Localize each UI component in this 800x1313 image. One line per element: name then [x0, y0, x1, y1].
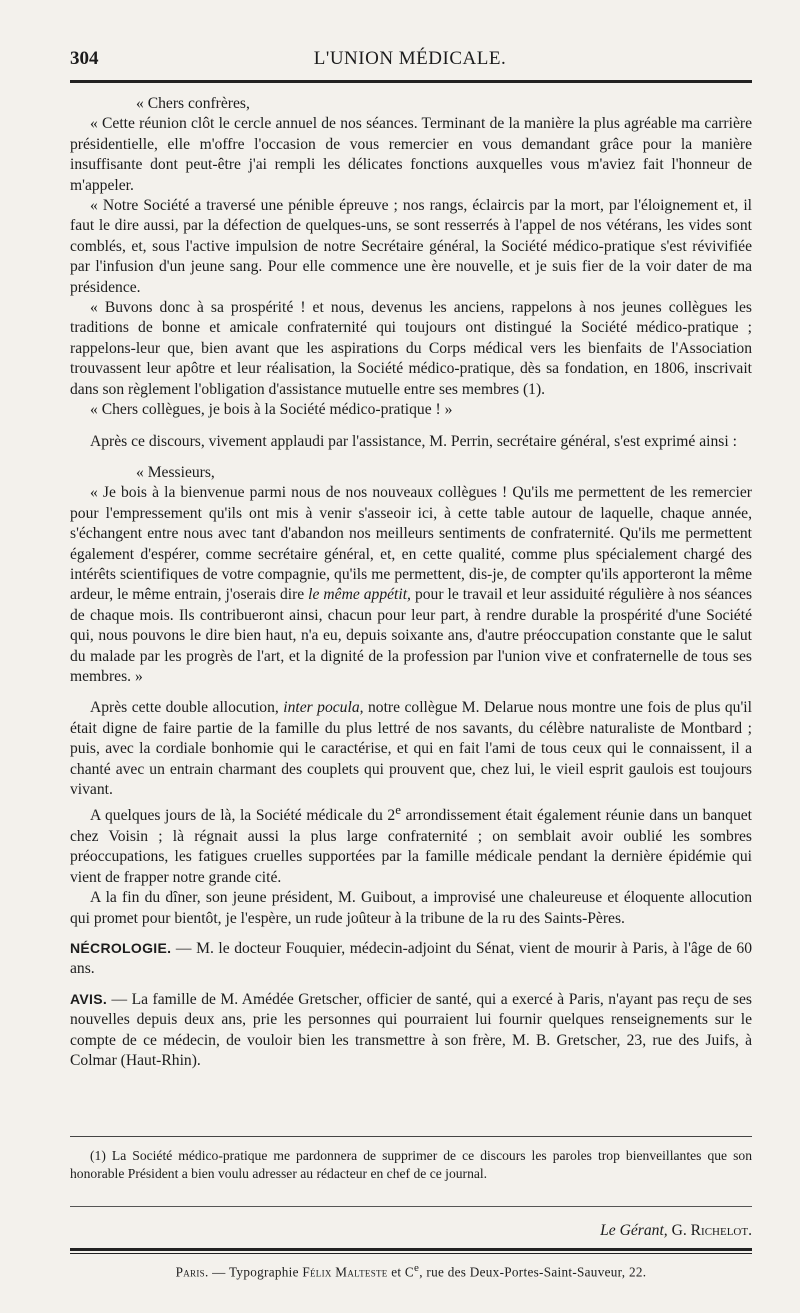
paragraph: « Chers collègues, je bois à la Société médico-pratique ! » — [90, 401, 453, 419]
italic-phrase: le même appétit, — [308, 586, 411, 604]
text-span: arrondissement était également réunie dans un banquet chez Voisin ; là régnait aussi la plus large confraternité ; on semblait avoir oublié les sombres préoccupations, les fatigues cruelles supportées par la famille médicale pendant la dernière épidémie qui vient de frapper notre grande cité. — [70, 807, 753, 886]
necrologie-text: — M. le docteur Fouquier, médecin-adjoint du Sénat, vient de mourir à Paris, à l'âge de 60 ans. — [70, 940, 752, 978]
footer-rule-thick — [70, 1248, 752, 1251]
salutation-messieurs: « Messieurs, — [136, 463, 215, 481]
running-title: L'UNION MÉDICALE. — [313, 48, 507, 69]
paragraph — [70, 483, 752, 687]
imprint-text: , rue des Deux-Portes-Saint-Sauveur, 22. — [419, 1264, 647, 1280]
text-span: pour le travail et leur assiduité régulière à nos séances de chaque mois. Ils contribueront ainsi, chacun pour leur part, à rendre durable la prospérité d'une Société qui, nous pouvons le dire bien haut, n'a eu, depuis soixante ans, d'autre préoccupation constante que le salut du malade par les progrès de l'art, et la dignité de la profession par l'union vive et confraternelle de tous ses membres. » — [70, 586, 753, 685]
text-span: Après cette double allocution, — [90, 699, 279, 717]
page-number: 304 — [70, 48, 99, 69]
signature-rule — [70, 1206, 752, 1207]
page-header — [70, 46, 750, 76]
imprint-text: — Typographie — [212, 1264, 299, 1280]
text-span: « Je bois à la bienvenue parmi nous de nos nouveaux collègues ! Qu'ils me permettent de les remercier pour l'empressement qu'ils ont mis à venir s'asseoir ici, à cette table autour de laquelle, chaque année, s'échangent entre nous avec tant d'abandon nos meilleurs sentiments de confraternité. Qu'ils me permettent également d'espérer, comme secrétaire général, et, en cette qualité, comme plus spécialement chargé des intérêts scientifiques de votre compagnie, qu'ils me permettent, dis-je, de compter qu'ils apporteront la même ardeur, le même entrain, j'oserais dire — [70, 484, 752, 604]
superscript: e — [395, 802, 402, 818]
signature — [600, 1222, 752, 1240]
header-rule — [70, 80, 752, 83]
spacer — [70, 687, 752, 698]
italic-phrase: inter pocula, — [283, 699, 364, 717]
spacer — [70, 980, 752, 989]
spacer — [70, 929, 752, 938]
avis-text: — La famille de M. Amédée Gretscher, officier de santé, qui a exercé à Paris, n'ayant pas reçu de ses nouvelles depuis deux ans, prie les personnes qui pourraient lui fournir quelques renseignements sur le compte de ce médecin, de vouloir bien les transmettre à son frère, M. B. Gretscher, 23, rue des Juifs, à Colmar (Haut-Rhin). — [70, 990, 752, 1070]
avis-notice — [70, 989, 752, 1072]
paragraph: « Buvons donc à sa prospérité ! et nous, devenus les anciens, rappelons à nos jeunes collègues les traditions de bonne et amicale confraternité qui toujours ont distingué la Société médico-pratique ; rappelons-leur que, bien avant que les aspirations du Corps médical vers les bienfaits de l'Association trouvassent leur apôtre et leur réalisation, la Société médico-pratique, dès sa fondation, en 1806, inscrivait dans son règlement l'obligation d'assistance mutuelle entre ses membres (1). — [70, 299, 752, 398]
paragraph: « Notre Société a traversé une pénible épreuve ; nos rangs, éclaircis par la mort, par l'éloignement et, il faut le dire aussi, par la défection de quelques-uns, se sont resserrés à l'appel de nos vétérans, les vides sont comblés, et, sous l'active impulsion de notre Secrétaire général, la Société médico-pratique s'est révivifiée par l'infusion d'un jeune sang. Pour elle commence une ère nouvelle, et je suis fier de la voir dater de ma présidence. — [70, 197, 752, 296]
avis-label: AVIS. — [70, 990, 108, 1007]
spacer — [70, 452, 752, 463]
necrologie-label: NÉCROLOGIE. — [70, 940, 172, 957]
footnote: (1) La Société médico-pratique me pardonnera de supprimer de ce discours les paroles trop bienveillantes que son honorable Président a bien voulu adresser au rédacteur en chef de ce journal. — [70, 1148, 752, 1181]
paragraph — [70, 800, 752, 888]
necrologie-notice — [70, 938, 752, 980]
paragraph: Après ce discours, vivement applaudi par l'assistance, M. Perrin, secrétaire général, s'est exprimé ainsi : — [90, 432, 737, 450]
signature-role: Le Gérant, — [600, 1222, 668, 1239]
text-span: notre collègue M. Delarue nous montre une fois de plus qu'il était digne de faire partie de la famille du plus lettré de nos savants, du célèbre naturaliste de Montbard ; puis, avec la cordiale bonhomie qui le caractérise, et qui en fait l'ami de tous ceux qui le connaissent, il a chanté avec un entrain charmant des couplets qui prouvent que, chez lui, le vieil esprit gaulois est toujours vivant. — [70, 699, 752, 798]
signature-name: G. Richelot. — [671, 1222, 752, 1239]
footer-rule-thin — [70, 1253, 752, 1254]
paragraph — [70, 698, 752, 800]
imprint-text: et C — [391, 1264, 415, 1280]
paragraph: « Cette réunion clôt le cercle annuel de nos séances. Terminant de la manière la plus agréable ma carrière présidentielle, elle m'offre l'occasion de vous remercier en vous demandant grâce pour la manière insuffisante dont peut-être j'ai rempli les délicates fonctions auxquelles vous m'aviez fait l'honneur de m'appeler. — [70, 115, 752, 194]
imprint-printer: Félix Malteste — [302, 1264, 388, 1280]
salutation-confreres: « Chers confrères, — [136, 95, 250, 112]
text-span: A quelques jours de là, la Société médicale du 2 — [90, 807, 396, 825]
spacer — [70, 421, 752, 432]
footnote-rule — [70, 1136, 752, 1137]
superscript: e — [414, 1262, 420, 1274]
paragraph: A la fin du dîner, son jeune président, M. Guibout, a improvisé une chaleureuse et éloquente allocution qui promet pour bientôt, je l'espère, un rude joûteur à la tribune de la ru des Saints-Pères. — [70, 889, 752, 927]
imprint-city: Paris. — [175, 1264, 209, 1280]
article-body — [70, 94, 752, 1071]
printer-imprint — [70, 1262, 752, 1280]
